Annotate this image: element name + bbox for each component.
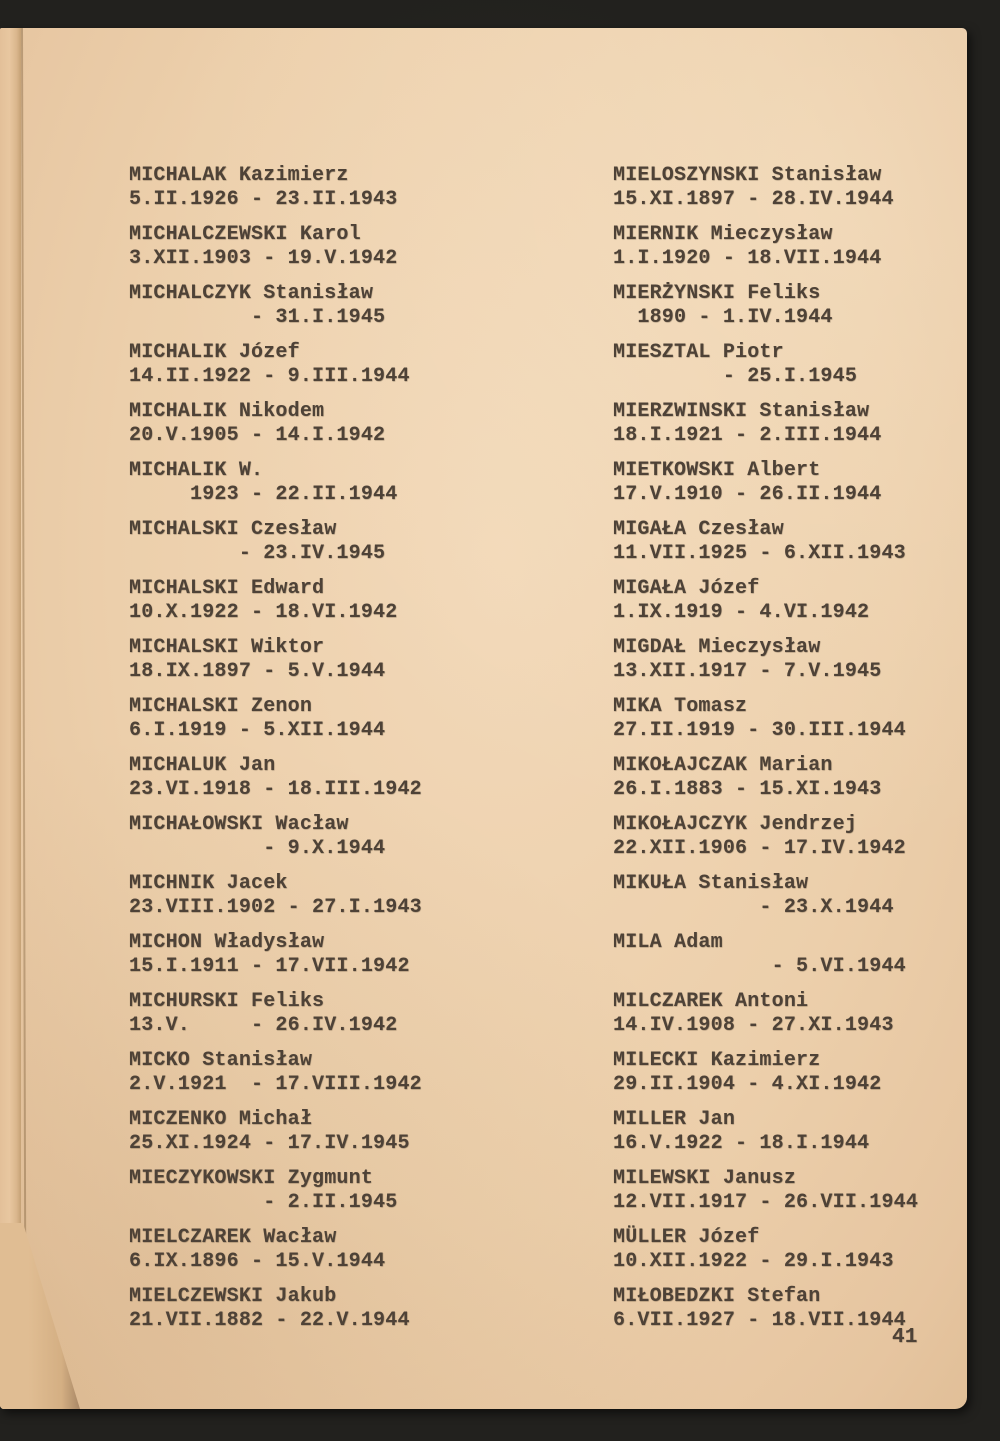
list-item [129, 459, 422, 507]
person-name: MIELOSZYNSKI Stanisław [613, 164, 882, 187]
person-dates: - 23.X.1944 [613, 896, 894, 919]
list-item [129, 931, 422, 979]
person-dates: - 23.IV.1945 [129, 542, 386, 565]
person-dates: 3.XII.1903 - 19.V.1942 [129, 247, 398, 270]
list-item [129, 636, 422, 684]
person-dates: 1.IX.1919 - 4.VI.1942 [613, 601, 870, 624]
list-item [613, 931, 918, 979]
list-item [129, 223, 422, 271]
list-item [613, 695, 918, 743]
name-list-right-column [613, 164, 918, 1344]
person-name: MIERZWINSKI Stanisław [613, 400, 870, 423]
person-name: MÜLLER Józef [613, 1226, 760, 1249]
person-dates: 1.I.1920 - 18.VII.1944 [613, 247, 882, 270]
list-item [129, 1285, 422, 1333]
person-name: MILCZAREK Antoni [613, 990, 809, 1013]
person-name: MIGAŁA Józef [613, 577, 760, 600]
list-item [129, 1108, 422, 1156]
list-item [129, 813, 422, 861]
list-item [613, 1167, 918, 1215]
person-name: MICZENKO Michał [129, 1108, 313, 1131]
person-dates: 22.XII.1906 - 17.IV.1942 [613, 837, 906, 860]
person-dates: 25.XI.1924 - 17.IV.1945 [129, 1132, 410, 1155]
person-name: MIETKOWSKI Albert [613, 459, 821, 482]
person-name: MIKA Tomasz [613, 695, 748, 718]
person-name: MICHON Władysław [129, 931, 325, 954]
person-dates: 6.IX.1896 - 15.V.1944 [129, 1250, 386, 1273]
person-name: MIERŻYNSKI Feliks [613, 282, 821, 305]
person-dates: 27.II.1919 - 30.III.1944 [613, 719, 906, 742]
person-name: MIGAŁA Czesław [613, 518, 784, 541]
person-dates: 15.XI.1897 - 28.IV.1944 [613, 188, 894, 211]
list-item [613, 1226, 918, 1274]
list-item [613, 164, 918, 212]
person-dates: 13.V. - 26.IV.1942 [129, 1014, 398, 1037]
list-item [129, 282, 422, 330]
person-dates: 15.I.1911 - 17.VII.1942 [129, 955, 410, 978]
bottom-page-curl [0, 1223, 82, 1409]
person-name: MICHALCZEWSKI Karol [129, 223, 361, 246]
list-item [613, 990, 918, 1038]
list-item [613, 341, 918, 389]
page-gutter-shadow [0, 28, 21, 1409]
person-dates: 14.IV.1908 - 27.XI.1943 [613, 1014, 894, 1037]
person-name: MILEWSKI Janusz [613, 1167, 797, 1190]
person-name: MIECZYKOWSKI Zygmunt [129, 1167, 374, 1190]
person-name: MIELCZAREK Wacław [129, 1226, 337, 1249]
person-name: MIKOŁAJCZYK Jendrzej [613, 813, 858, 836]
person-name: MICHALSKI Edward [129, 577, 325, 600]
list-item [129, 341, 422, 389]
list-item [129, 577, 422, 625]
person-name: MICHALCZYK Stanisław [129, 282, 374, 305]
list-item [613, 1108, 918, 1156]
person-dates: 26.I.1883 - 15.XI.1943 [613, 778, 882, 801]
person-dates: - 5.VI.1944 [613, 955, 906, 978]
person-name: MICHALIK Nikodem [129, 400, 325, 423]
person-dates: - 31.I.1945 [129, 306, 386, 329]
person-dates: 18.I.1921 - 2.III.1944 [613, 424, 882, 447]
person-name: MILA Adam [613, 931, 723, 954]
person-name: MICHURSKI Feliks [129, 990, 325, 1013]
person-dates: 13.XII.1917 - 7.V.1945 [613, 660, 882, 683]
name-list-left-column [129, 164, 422, 1344]
list-item [129, 518, 422, 566]
person-dates: 14.II.1922 - 9.III.1944 [129, 365, 410, 388]
person-dates: 10.X.1922 - 18.VI.1942 [129, 601, 398, 624]
person-name: MICHALAK Kazimierz [129, 164, 349, 187]
person-dates: - 9.X.1944 [129, 837, 386, 860]
book-page [0, 28, 967, 1409]
person-name: MIŁOBEDZKI Stefan [613, 1285, 821, 1308]
person-dates: - 2.II.1945 [129, 1191, 398, 1214]
person-dates: 5.II.1926 - 23.II.1943 [129, 188, 398, 211]
person-name: MICHALSKI Czesław [129, 518, 337, 541]
list-item [613, 459, 918, 507]
person-dates: 23.VI.1918 - 18.III.1942 [129, 778, 422, 801]
person-dates: 10.XII.1922 - 29.I.1943 [613, 1250, 894, 1273]
list-item [129, 695, 422, 743]
person-dates: 1890 - 1.IV.1944 [613, 306, 833, 329]
person-name: MIKUŁA Stanisław [613, 872, 809, 895]
list-item [129, 990, 422, 1038]
list-item [613, 223, 918, 271]
person-dates: 11.VII.1925 - 6.XII.1943 [613, 542, 906, 565]
person-dates: 6.I.1919 - 5.XII.1944 [129, 719, 386, 742]
person-dates: - 25.I.1945 [613, 365, 858, 388]
list-item [129, 754, 422, 802]
list-item [129, 164, 422, 212]
person-dates: 16.V.1922 - 18.I.1944 [613, 1132, 870, 1155]
person-dates: 6.VII.1927 - 18.VII.1944 [613, 1309, 906, 1332]
page-number: 41 [892, 1326, 918, 1349]
list-item [613, 754, 918, 802]
person-name: MICHALIK Józef [129, 341, 300, 364]
list-item [129, 1167, 422, 1215]
person-name: MIESZTAL Piotr [613, 341, 784, 364]
list-item [613, 813, 918, 861]
person-name: MICKO Stanisław [129, 1049, 313, 1072]
person-name: MILECKI Kazimierz [613, 1049, 821, 1072]
person-name: MILLER Jan [613, 1108, 736, 1131]
person-name: MIELCZEWSKI Jakub [129, 1285, 337, 1308]
list-item [613, 400, 918, 448]
person-dates: 12.VII.1917 - 26.VII.1944 [613, 1191, 919, 1214]
person-dates: 21.VII.1882 - 22.V.1944 [129, 1309, 410, 1332]
person-dates: 17.V.1910 - 26.II.1944 [613, 483, 882, 506]
person-dates: 20.V.1905 - 14.I.1942 [129, 424, 386, 447]
person-dates: 2.V.1921 - 17.VIII.1942 [129, 1073, 422, 1096]
person-name: MICHAŁOWSKI Wacław [129, 813, 349, 836]
list-item [129, 1226, 422, 1274]
person-dates: 18.IX.1897 - 5.V.1944 [129, 660, 386, 683]
person-name: MICHALSKI Wiktor [129, 636, 325, 659]
person-name: MICHALUK Jan [129, 754, 276, 777]
list-item [613, 1285, 918, 1333]
list-item [613, 518, 918, 566]
person-dates: 29.II.1904 - 4.XI.1942 [613, 1073, 882, 1096]
list-item [613, 282, 918, 330]
list-item [613, 1049, 918, 1097]
person-name: MICHNIK Jacek [129, 872, 288, 895]
page-fold-line [21, 28, 27, 1409]
person-name: MIERNIK Mieczysław [613, 223, 833, 246]
person-dates: 23.VIII.1902 - 27.I.1943 [129, 896, 422, 919]
list-item [613, 636, 918, 684]
person-name: MICHALSKI Zenon [129, 695, 313, 718]
person-name: MICHALIK W. [129, 459, 264, 482]
person-dates: 1923 - 22.II.1944 [129, 483, 398, 506]
list-item [129, 1049, 422, 1097]
person-name: MIGDAŁ Mieczysław [613, 636, 821, 659]
list-item [613, 577, 918, 625]
list-item [129, 400, 422, 448]
list-item [613, 872, 918, 920]
person-name: MIKOŁAJCZAK Marian [613, 754, 833, 777]
list-item [129, 872, 422, 920]
